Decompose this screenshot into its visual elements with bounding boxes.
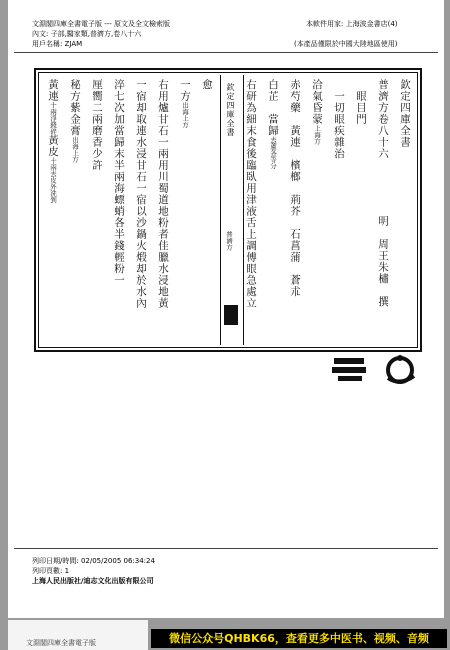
print-pages: 列印頁數: 1	[32, 567, 70, 575]
herb-huanglian: 黃連	[47, 79, 59, 102]
text-column-4: 一切眼疾雜治	[333, 79, 345, 160]
page-heart-subtitle: 普濟方	[225, 231, 233, 251]
text-column-14: 厘嚮二兩磨香少許	[91, 79, 103, 171]
publisher-logo-mark-right	[388, 355, 414, 382]
text-column-11: 右用爐甘石一兩用川蜀道地粉者佳臘水浸地黃	[157, 79, 169, 309]
header-line-2: 內文: 子部,醫家類,普濟方,卷八十六	[32, 30, 142, 38]
volume-title: 普濟方卷八十六	[377, 79, 389, 160]
text-column-13: 淬七次加當歸末半兩海螵蛸各半錢輕粉一	[113, 79, 125, 286]
watermark-banner: 微信公众号QHBK66，查看更多中医书、视频、音频	[151, 629, 447, 648]
text-column-2	[377, 79, 389, 343]
herb-note: 去蘆各等分	[269, 136, 277, 169]
herb-huangpi-note: 十兩去皮外洗剉	[49, 157, 57, 203]
user-name: ZJAM	[64, 40, 83, 48]
formula-name-3: 秘方紫金膏	[69, 79, 81, 137]
footer-divider	[14, 548, 438, 549]
header-user	[32, 40, 82, 49]
formula-name-2: 一方	[179, 79, 191, 102]
fish-tail-mark	[224, 305, 238, 325]
herb-list: 白芷 當歸	[267, 79, 279, 137]
header-line-1: 文淵閣四庫全書電子版 --- 原文及全文檢索版	[32, 20, 171, 28]
text-column-12: 一宿却取連水浸甘石一宿以沙鍋火煅却於水內	[135, 79, 147, 309]
text-column-8: 右研為細末食後臨臥用津液舌上調傅眼急處立	[245, 79, 257, 309]
text-column-5	[311, 79, 323, 343]
formula-source: 上海方	[313, 125, 321, 145]
text-column-10	[179, 79, 191, 343]
formula-source-3: 出海上方	[71, 136, 79, 163]
inner-frame	[38, 72, 418, 348]
publisher-line: 上海人民出版社/迪志文化出版有限公司	[32, 577, 154, 585]
header-divider	[14, 52, 438, 53]
herb-huangpi: 黃皮	[47, 134, 59, 158]
page-heart	[220, 75, 244, 345]
herb-huanglian-note: 十兩淨錢碎	[49, 102, 57, 135]
next-page-edge	[8, 620, 148, 650]
header-region-note: (本產品僅限於中國大陸地區使用)	[294, 40, 398, 48]
text-column-9: 愈	[201, 79, 213, 91]
text-column-1: 欽定四庫全書	[399, 79, 411, 148]
author-line: 明 周王朱橚 撰	[377, 215, 389, 308]
publisher-logo	[330, 352, 426, 386]
formula-source-2: 出海上方	[181, 102, 189, 128]
header-licensee: 本軟件用家: 上海波金書店(4)	[306, 20, 398, 28]
next-page-hint: 文淵閣四庫全書電子版	[26, 639, 96, 647]
text-column-16	[47, 79, 59, 343]
text-column-6: 赤芍藥 黃連 檳榔 荊芥 石菖蒲 蒼朮	[289, 79, 301, 298]
document-page	[8, 0, 444, 618]
text-column-7	[267, 79, 279, 343]
formula-name: 洽氣昏蒙	[311, 79, 323, 125]
text-column-3: 眼目門	[355, 79, 367, 125]
print-date: 列印日期/時間: 02/05/2005 06:34:24	[32, 557, 155, 565]
text-column-15	[69, 79, 81, 343]
woodblock-page-frame	[34, 68, 422, 352]
page-heart-title: 欽定四庫全書	[226, 83, 235, 137]
publisher-logo-mark-left	[332, 358, 366, 381]
user-label: 用戶名稱:	[32, 40, 63, 48]
